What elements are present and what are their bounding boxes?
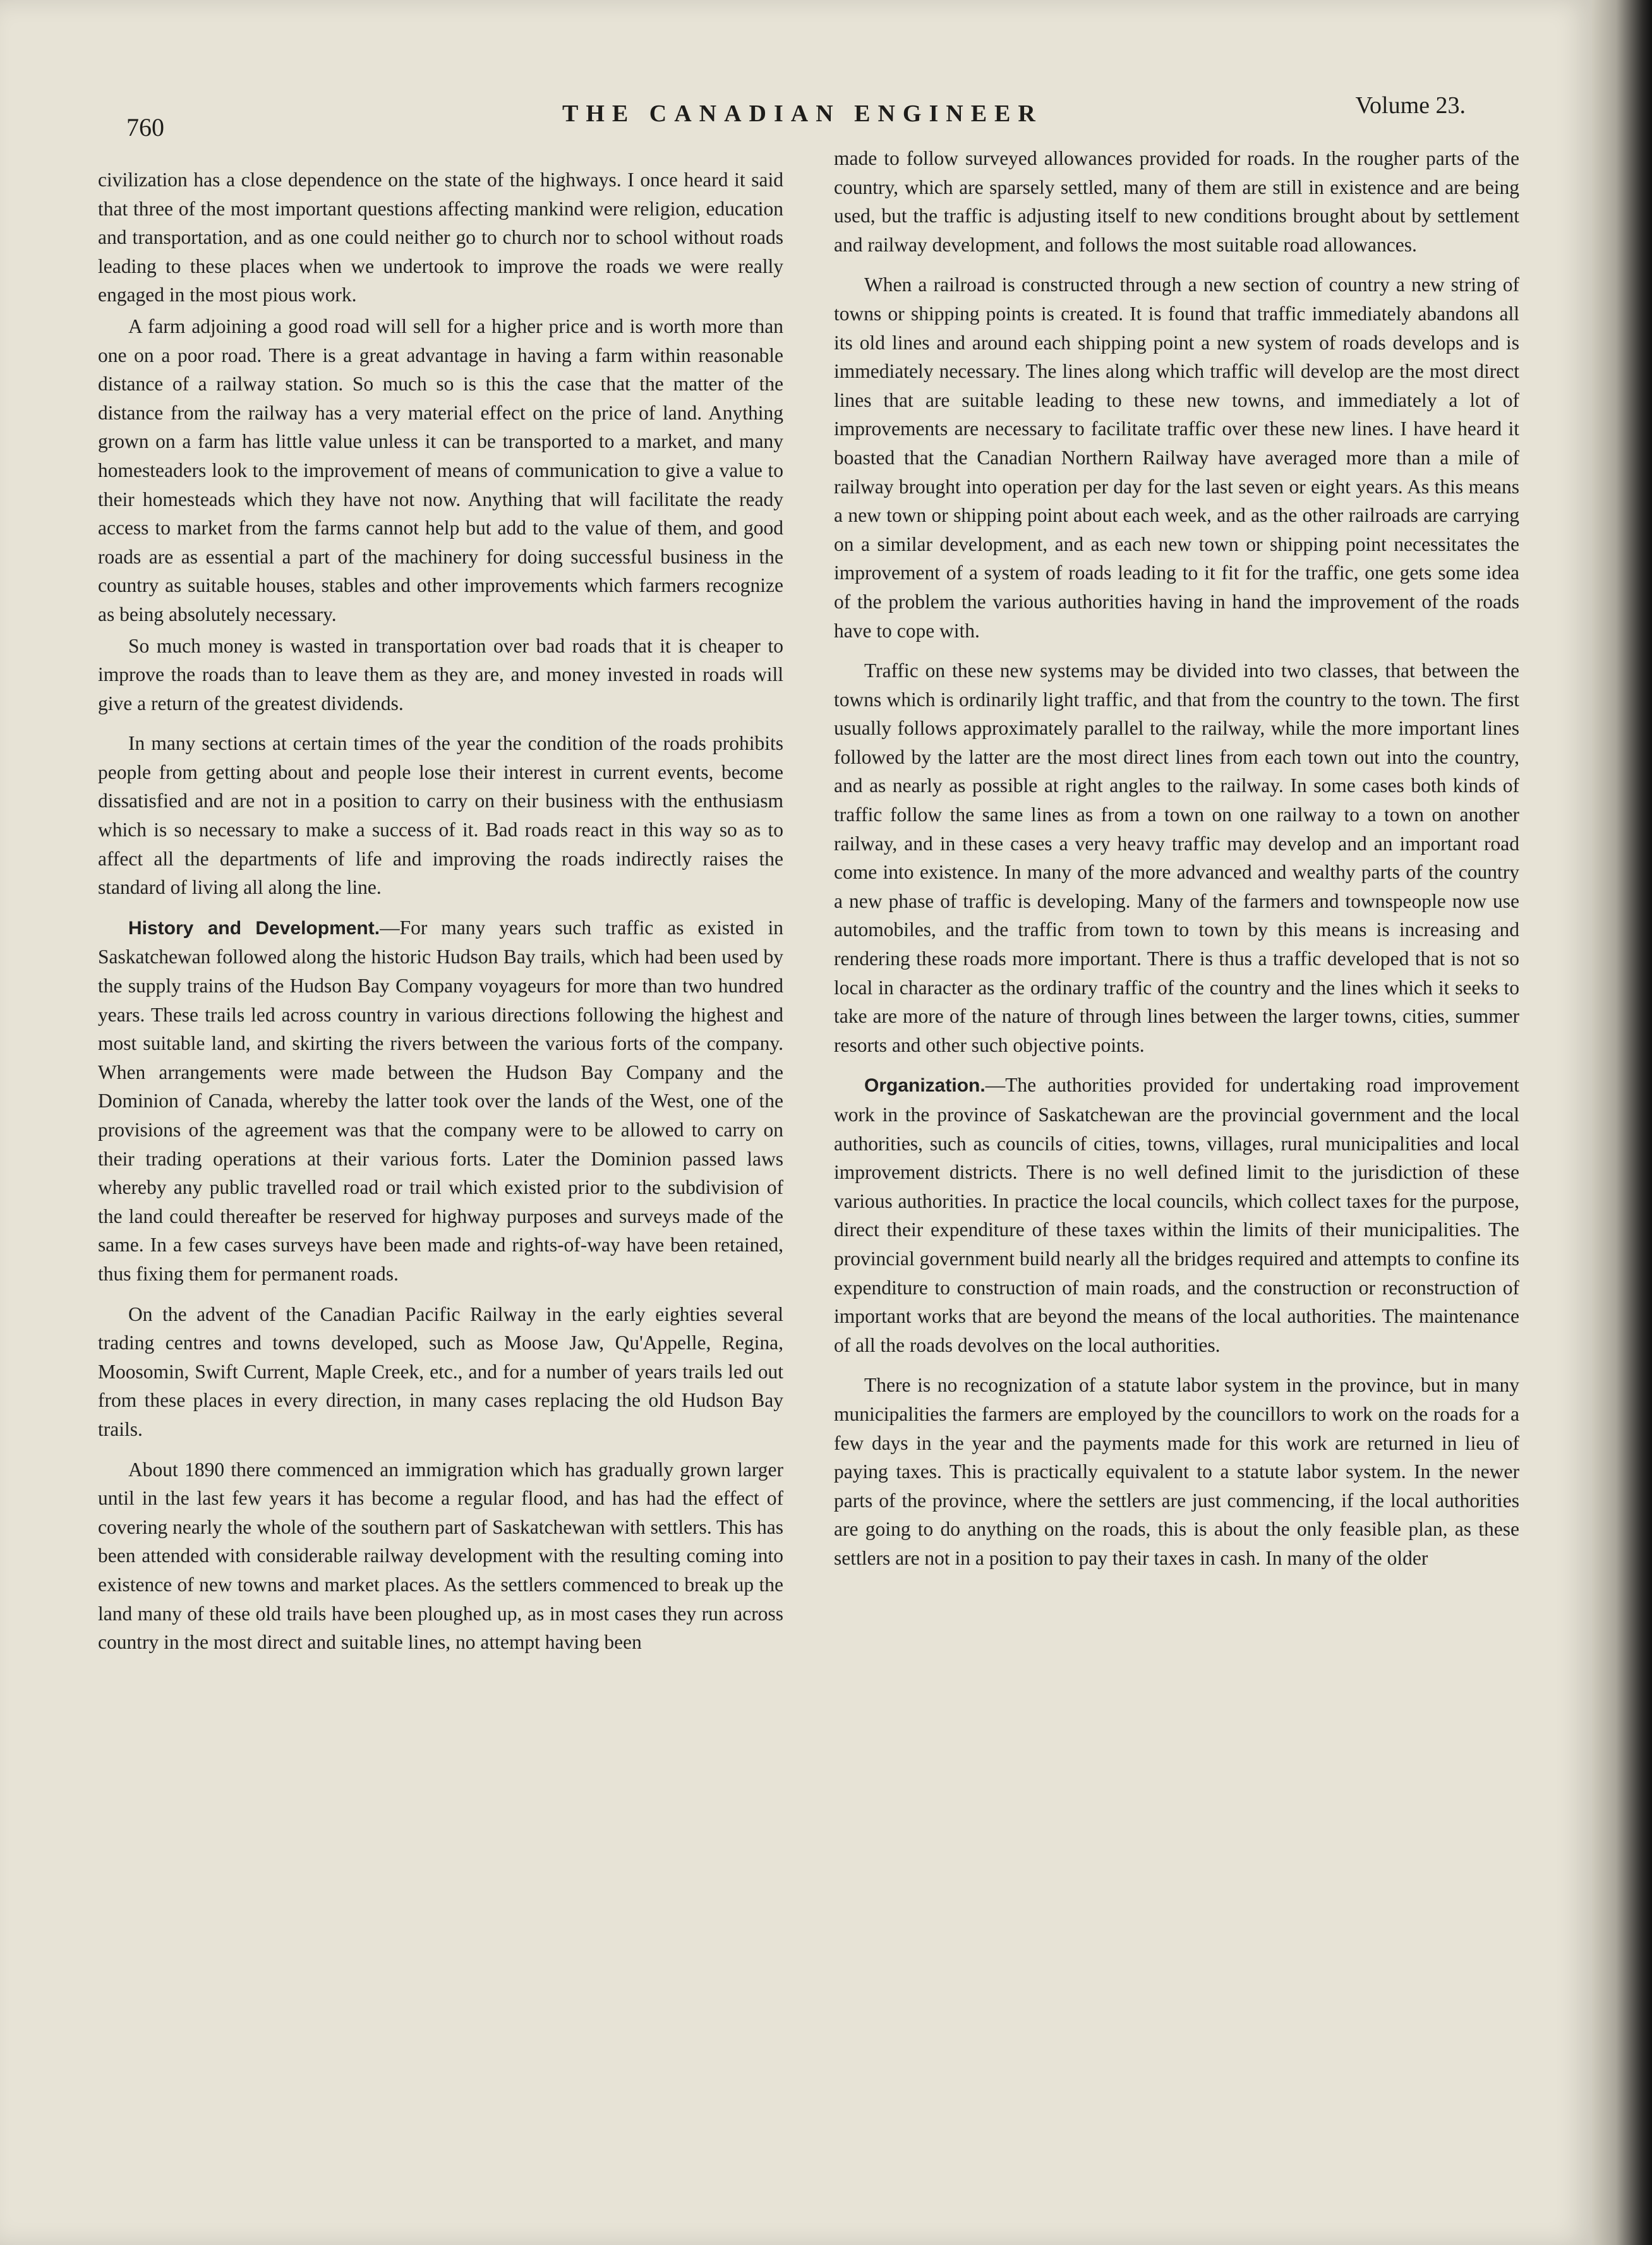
- paragraph: When a railroad is constructed through a new section of country a new string of towns or shipping points is created. It is found that traffic immediately abandons all its old lines and around each shipping point a new system of roads develops and is immediately necessary. The lines along which traffic will develop are the most direct lines that are suitable leading to these new towns, and immediately a lot of improvements are necessary to facilitate traffic over these new lines. I have heard it boasted that the Canadian Northern Railway have averaged more than a mile of railway brought into operation per day for the last seven or eight years. As this means a new town or shipping point about each week, and as the other railroads are carrying on a similar development, and as each new town or shipping point necessitates the improvement of a system of roads leading to it fit for the traffic, one gets some idea of the problem the various authorities having in hand the improvement of the roads have to cope with.: [834, 274, 1519, 642]
- paragraph: About 1890 there commenced an immigration which has gradually grown larger until in the last few years it has become a regular flood, and has had the effect of covering nearly the whole of the southern part of Saskatchewan with settlers. This has been attended with considerable railway development with the resulting coming into existence of new towns and market places. As the settlers commenced to break up the land many of these old trails have been ploughed up, as in most cases they run across country in the most direct and suitable lines, no attempt having been: [98, 1458, 783, 1654]
- section-heading: History and Development.: [128, 917, 380, 939]
- paragraph: In many sections at certain times of the year the condition of the roads prohibits people from getting about and people lose their interest in current events, become dissatisfied and are not in a position to carry on their business with the enthusiasm which is so necessary to make a success of it. Bad roads react in this way so as to affect all the departments of life and improving the roads indirectly raises the standard of living all along the line.: [98, 732, 783, 899]
- paragraph: [98, 913, 783, 1289]
- page-number: 760: [126, 113, 164, 141]
- paragraph-text: —For many years such traffic as existed in Saskatchewan followed along the historic Hudson Bay trails, which had been used by the supply trains of the Hudson Bay Company voyageurs for more than two hundred years. These trails led across country in various directions following the highest and most suitable land, and skirting the rivers between the various forts of the company. When arrangements were made between the Hudson Bay Company and the Dominion of Canada, whereby the latter took over the lands of the West, one of the provisions of the agreement was that the company were to be allowed to carry on their trading operations at their various forts. Later the Dominion passed laws whereby any public travelled road or trail which existed prior to the subdivision of the land could thereafter be reserved for highway purposes and surveys made of the same. In a few cases surveys have been made and rights-of-way have been retained, thus fixing them for permanent roads.: [98, 916, 784, 1285]
- left-column: [98, 166, 783, 1659]
- paragraph: [834, 1071, 1519, 1359]
- journal-title: THE CANADIAN ENGINEER: [562, 100, 1043, 127]
- section-heading: Organization.: [864, 1075, 986, 1097]
- paragraph: There is no recognization of a statute labor system in the province, but in many municipalities the farmers are employed by the councillors to work on the roads for a few days in the year and the payments made for this work are returned in lieu of paying taxes. This is practically equivalent to a statute labor system. In the newer parts of the province, where the settlers are just commencing, if the local authorities are going to do anything on the roads, this is about the only feasible plan, as these settlers are not in a position to pay their taxes in cash. In many of the older: [834, 1374, 1519, 1569]
- paragraph: made to follow surveyed allowances provided for roads. In the rougher parts of the country, which are sparsely settled, many of them are still in existence and are being used, but the traffic is adjusting itself to new conditions brought about by settlement and railway development, and follows the most suitable road allowances.: [834, 147, 1519, 256]
- right-column: [834, 144, 1519, 1575]
- paragraph: A farm adjoining a good road will sell for a higher price and is worth more than one on a poor road. There is a great advantage in having a farm within reasonable distance of a railway station. So much so is this the case that the matter of the distance from the railway has a very material effect on the price of land. Anything grown on a farm has little value unless it can be transported to a market, and many homesteaders look to the improvement of means of communication to give a value to their homesteads which they have not now. Anything that will facilitate the ready access to market from the farms cannot help but add to the value of them, and good roads are as essential a part of the machinery for doing successful business in the country as suitable houses, stables and other improvements which farmers recognize as being absolutely necessary.: [98, 315, 783, 625]
- paragraph: So much money is wasted in transportation over bad roads that it is cheaper to improve the roads than to leave them as they are, and money invested in roads will give a return of the greatest dividends.: [98, 634, 783, 714]
- paragraph: On the advent of the Canadian Pacific Railway in the early eighties several trading centres and towns developed, such as Moose Jaw, Qu'Appelle, Regina, Moosomin, Swift Current, Maple Creek, etc., and for a number of years trails led out from these places in every direction, in many cases replacing the old Hudson Bay trails.: [98, 1303, 783, 1440]
- paragraph: civilization has a close dependence on the state of the highways. I once heard it said that three of the most important questions affecting mankind were religion, education and transportation, and as one could neither go to church nor to school without roads leading to these places when we undertook to improve the roads we were really engaged in the most pious work.: [98, 169, 783, 306]
- paragraph: Traffic on these new systems may be divided into two classes, that between the towns which is ordinarily light traffic, and that from the country to the town. The first usually follows approximately parallel to the railway, while the more important lines followed by the latter are the most direct lines from each town out into the country, and as nearly as possible at right angles to the railway. In some cases both kinds of traffic follow the same lines as from a town on one railway to a town on another railway, and in these cases a very heavy traffic may develop and an important road come into existence. In many of the more advanced and wealthy parts of the country a new phase of traffic is developing. Many of the farmers and townspeople now use automobiles, and the traffic from town to town by this means is increasing and rendering these roads more important. There is thus a traffic developed that is not so local in character as the ordinary traffic of the country and the lines which it seeks to take are more of the nature of through lines between the larger towns, cities, summer resorts and other such objective points.: [834, 659, 1519, 1056]
- binding-shadow: [1592, 0, 1652, 2245]
- volume-label: Volume 23.: [1355, 92, 1466, 119]
- paragraph-text: —The authorities provided for undertaking road improvement work in the province of Saskatchewan are the provincial government and the local authorities, such as councils of cities, towns, villages, rural municipalities and local improvement districts. There is no well defined limit to the jurisdiction of these various authorities. In practice the local councils, which collect taxes for the purpose, direct their expenditure of these taxes within the limits of their municipalities. The provincial government build nearly all the bridges required and attempts to confine its expenditure to construction of main roads, and the construction or reconstruction of important works that are beyond the means of the local authorities. The maintenance of all the roads devolves on the local authorities.: [834, 1074, 1519, 1356]
- page-header: [126, 88, 1466, 139]
